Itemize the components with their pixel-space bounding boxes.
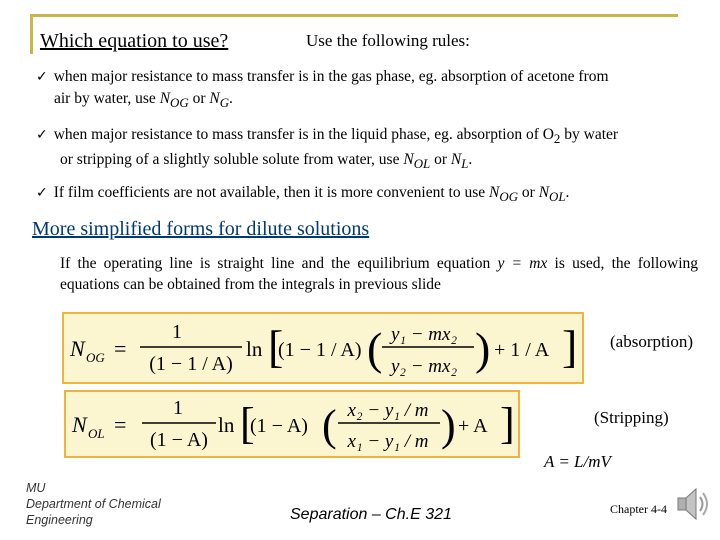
rule-3 <box>36 182 716 207</box>
footer-org-line-1: MU <box>26 481 46 495</box>
conjunction: or <box>188 90 210 107</box>
footer-org-line-3: Engineering <box>26 513 93 527</box>
symbol: N <box>538 184 550 201</box>
eq-denominator: (1 − A) <box>150 429 208 451</box>
footer-org-line-2: Department of Chemical <box>26 497 161 511</box>
symbol: N <box>450 151 462 169</box>
title-frame-top <box>30 14 678 17</box>
symbol: N <box>159 90 171 107</box>
eq-open-term: (1 − A) <box>250 415 308 437</box>
eq-inner-denominator: y₂ − mx₂ <box>390 356 458 377</box>
paragraph-text-a: If the operating line is straight line and the equilibrium equation <box>60 255 498 272</box>
rule-2-text-a: when major resistance to mass transfer is in the liquid phase, eg. absorption of O <box>53 126 554 143</box>
period: . <box>229 90 233 107</box>
eq-tail: + A <box>458 415 488 437</box>
subscript: 2 <box>553 131 561 147</box>
rule-2-text-b: or stripping of a slightly soluble solute from water, use <box>60 151 404 169</box>
eq-numerator: 1 <box>172 321 182 343</box>
footer-organization <box>26 480 161 528</box>
eq-equals: = <box>114 412 127 437</box>
rule-1-line-b <box>36 88 716 113</box>
a-definition: A = L/mV <box>544 452 611 471</box>
eq-open-term: (1 − 1 / A) <box>278 339 362 361</box>
bracket-open: [ <box>240 399 255 448</box>
eq-ln: ln <box>218 413 235 437</box>
rule-2-text-a-post: by water <box>560 126 619 143</box>
symbol: N <box>209 90 220 107</box>
subscript: G <box>219 95 230 111</box>
rule-1 <box>36 66 716 113</box>
eq-inner-numerator: y₁ − mx₂ <box>390 324 458 345</box>
rule-1-text-b: air by water, use <box>54 90 160 107</box>
subscript: OL <box>549 189 566 205</box>
equation-nol-box <box>64 390 520 458</box>
check-icon: ✓ <box>36 185 48 201</box>
conjunction: or <box>518 184 539 201</box>
eq-ln: ln <box>246 337 263 361</box>
equation-nol <box>66 392 518 456</box>
eq-equals: = <box>114 336 127 361</box>
eq-subscript: OG <box>86 350 105 365</box>
eq-symbol: N <box>70 336 85 361</box>
eq-subscript: OL <box>88 426 105 441</box>
paren-open: ( <box>322 401 337 450</box>
rule-1-text-a: when major resistance to mass transfer is in the gas phase, eg. absorption of acetone from <box>53 68 609 85</box>
paren-open: ( <box>367 323 383 374</box>
rule-3-text-a: If film coefficients are not available, then it is more convenient to use <box>53 184 490 201</box>
section-paragraph <box>60 253 698 295</box>
bracket-open: [ <box>268 321 284 372</box>
equation-nog-box <box>62 312 584 384</box>
bracket-close: ] <box>500 399 515 448</box>
section-heading: More simplified forms for dilute solutions <box>32 218 370 240</box>
conjunction: or <box>430 151 451 169</box>
speaker-icon[interactable] <box>676 484 712 524</box>
bracket-close: ] <box>562 321 578 372</box>
paren-close: ) <box>475 323 491 374</box>
period: . <box>565 184 570 201</box>
footer-course: Separation – Ch.E 321 <box>290 506 452 523</box>
slide-title: Which equation to use? <box>40 30 229 52</box>
slide-subtitle: Use the following rules: <box>306 31 470 50</box>
eq-denominator: (1 − 1 / A) <box>149 353 233 375</box>
paren-close: ) <box>441 401 456 450</box>
eq-tail: + 1 / A <box>494 339 550 361</box>
rule-2-line-b <box>36 149 720 174</box>
symbol: N <box>403 151 414 169</box>
subscript: L <box>461 156 469 172</box>
absorption-label: (absorption) <box>610 332 694 351</box>
speaker-icon-graphic <box>676 484 712 524</box>
paragraph-text-b: is used, the following equations can be obtained from the integrals in previous slide <box>60 255 698 293</box>
equation-nog <box>64 314 582 382</box>
eq-inner-numerator: x₂ − y₁ / m <box>347 400 429 421</box>
eq-symbol: N <box>72 412 87 437</box>
subscript: OG <box>499 189 519 205</box>
subscript: OL <box>413 156 431 172</box>
title-frame-left <box>30 14 33 54</box>
subscript: OG <box>170 95 189 111</box>
stripping-label: (Stripping) <box>594 408 669 427</box>
eq-inner-denominator: x₁ − y₁ / m <box>347 431 429 452</box>
period: . <box>468 151 473 169</box>
rule-2 <box>36 124 720 174</box>
check-icon: ✓ <box>36 127 48 143</box>
footer-chapter: Chapter 4-4 <box>610 502 667 516</box>
check-icon: ✓ <box>36 69 48 85</box>
symbol: N <box>489 184 500 201</box>
eq-numerator: 1 <box>173 397 183 419</box>
paragraph-equation: y = mx <box>497 255 548 272</box>
